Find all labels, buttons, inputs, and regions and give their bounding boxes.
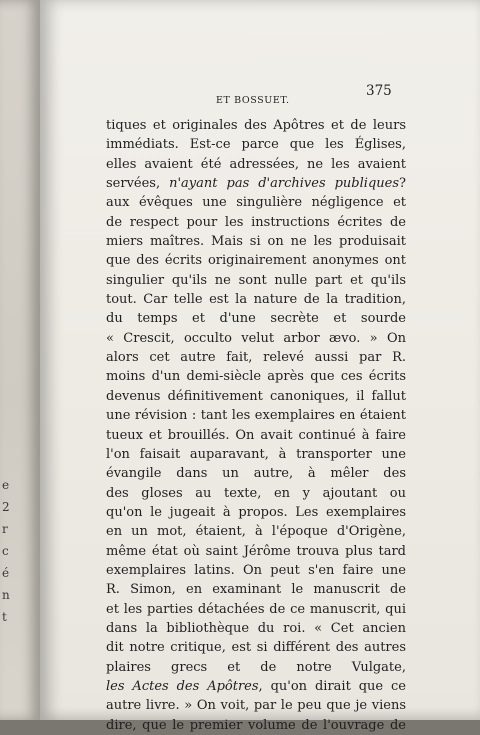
text-line [106, 367, 406, 386]
text-line [106, 638, 406, 657]
margin-mark: t [2, 610, 7, 624]
text-line-segment: miers maîtres. Mais si on ne les produisait [106, 234, 406, 250]
text-line-segment: R. Simon, en examinant le manuscrit de [106, 582, 406, 598]
text-line-segment: « Crescit, occulto velut arbor ævo. » On [106, 330, 406, 346]
text-line-segment: tout. Car telle est la nature de la tradition, [106, 292, 406, 308]
running-head: ET BOSSUET. [216, 95, 290, 106]
text-line-segment: singulier qu'ils ne sont nulle part et qu'ils [106, 272, 406, 288]
text-line [106, 580, 406, 599]
text-line [106, 232, 406, 251]
text-line [106, 116, 406, 135]
text-line [106, 251, 406, 270]
text-line [106, 406, 406, 425]
text-line [106, 619, 406, 638]
text-line [106, 174, 406, 193]
margin-mark: c [2, 544, 9, 558]
text-line-segment: ? [399, 176, 406, 192]
text-line-segment: dire, que le premier volume de l'ouvrage de [106, 717, 406, 733]
text-line-segment: évangile dans un autre, à mêler des [106, 466, 406, 482]
text-line-segment: des gloses au texte, en y ajoutant ou [106, 485, 406, 501]
text-line-segment: du temps et d'une secrète et sourde [106, 311, 406, 327]
text-line-segment: moins d'un demi-siècle après que ces écrits [106, 369, 406, 385]
text-line [106, 522, 406, 541]
text-line-segment: dans la bibliothèque du roi. « Cet ancien [106, 620, 406, 636]
margin-mark: n [2, 588, 10, 602]
text-line-segment: de respect pour les instructions écrites de [106, 214, 406, 230]
text-line [106, 271, 406, 290]
body-text [106, 116, 406, 735]
left-page-margin-marks [2, 478, 22, 632]
text-line [106, 484, 406, 503]
margin-mark: e [2, 478, 10, 492]
text-line [106, 464, 406, 483]
text-line-segment: servées, [106, 176, 170, 192]
text-line-segment: , qu'on dirait que ce [258, 678, 406, 694]
text-line-segment: autre livre. » On voit, par le peu que je viens [106, 698, 406, 714]
page-number: 375 [366, 83, 392, 99]
text-line [106, 503, 406, 522]
text-line [106, 290, 406, 309]
text-line-segment: exemplaires latins. On peut s'en faire une [106, 562, 406, 578]
text-line [106, 135, 406, 154]
text-line [106, 696, 406, 715]
text-line-segment: elles avaient été adressées, ne les avaient [106, 156, 406, 172]
text-line [106, 348, 406, 367]
text-line-segment: l'on faisait auparavant, à transporter une [106, 446, 406, 462]
text-line [106, 155, 406, 174]
text-line-segment: qu'on le jugeait à propos. Les exemplaires [106, 504, 406, 520]
text-line-segment: immédiats. Est-ce parce que les Églises, [106, 137, 406, 153]
text-line-segment: même état où saint Jérôme trouva plus tard [106, 543, 406, 559]
margin-mark: r [2, 522, 8, 536]
text-line-segment: tueux et brouillés. On avait continué à faire [106, 427, 406, 443]
text-line-segment: aux évêques une singulière négligence et [106, 195, 406, 211]
text-line-segment: dit notre critique, est si différent des autres [106, 640, 406, 656]
margin-mark: 2 [2, 500, 10, 514]
text-line [106, 658, 406, 677]
text-line-segment: et les parties détachées de ce manuscrit, qui [106, 601, 406, 617]
text-line [106, 309, 406, 328]
text-line [106, 600, 406, 619]
text-line [106, 329, 406, 348]
italic-phrase: les Actes des Apôtres [106, 678, 259, 694]
text-line-segment: tiques et originales des Apôtres et de leurs [106, 118, 406, 133]
text-line [106, 542, 406, 561]
text-line [106, 445, 406, 464]
text-line [106, 213, 406, 232]
text-line-segment: alors cet autre fait, relevé aussi par R. [106, 350, 406, 366]
text-line-segment: en un mot, étaient, à l'époque d'Origène, [106, 524, 406, 540]
text-line [106, 716, 406, 735]
text-line-segment: que des écrits originairement anonymes ont [106, 253, 406, 269]
text-line [106, 677, 406, 696]
text-line-segment: une révision : tant les exemplaires en étaient [106, 408, 406, 424]
text-line [106, 426, 406, 445]
text-line [106, 387, 406, 406]
margin-mark: é [2, 566, 10, 580]
text-line-segment: devenus définitivement canoniques, il fallut [106, 388, 406, 404]
left-page-edge [0, 0, 40, 720]
text-line [106, 561, 406, 580]
text-line [106, 193, 406, 212]
italic-phrase: n'ayant pas d'archives publiques [169, 176, 399, 192]
text-line-segment: plaires grecs et de notre Vulgate, [106, 659, 406, 675]
